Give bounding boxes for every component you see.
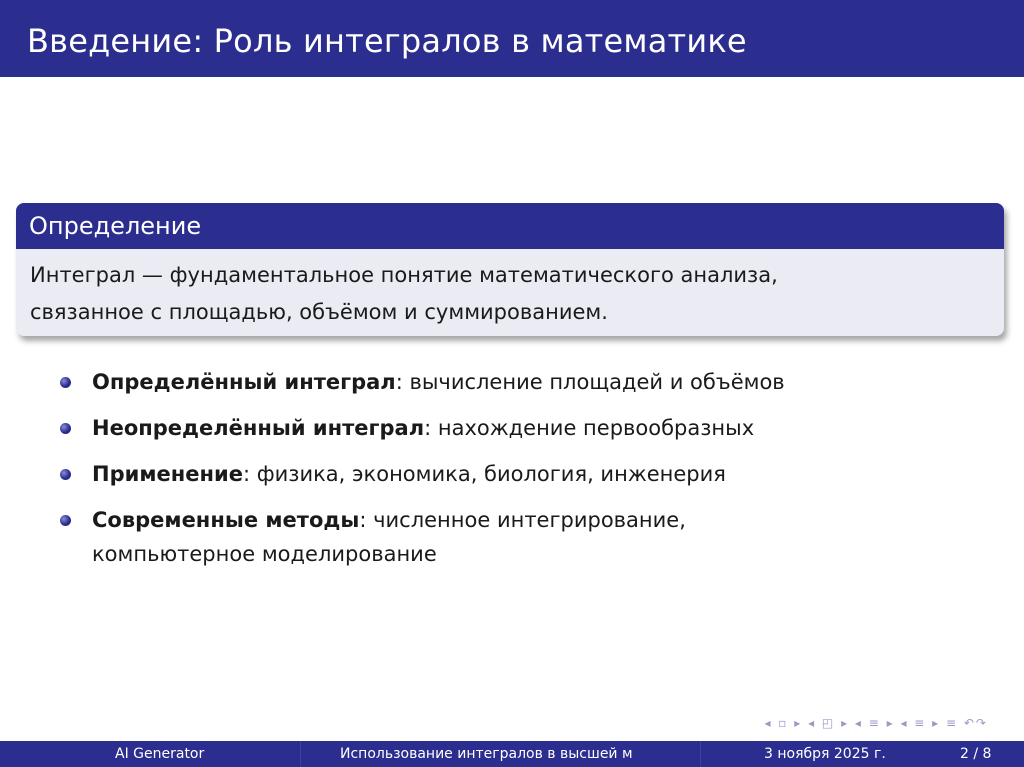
footer-divider <box>300 741 301 767</box>
bullet-icon <box>60 515 71 526</box>
item-text: : нахождение первообразных <box>424 416 755 440</box>
list-item <box>60 411 980 445</box>
footer-bar <box>0 741 1024 767</box>
footer-date: 3 ноября 2025 г. <box>764 746 886 762</box>
item-text-continued: компьютерное моделирование <box>92 542 437 566</box>
item-text: : физика, экономика, биология, инженерия <box>242 462 726 486</box>
bullet-icon <box>60 469 71 480</box>
item-term: Неопределённый интеграл <box>92 416 425 440</box>
footer-page-number: 2 / 8 <box>960 746 992 762</box>
footer-divider <box>700 741 701 767</box>
block-title: Определение <box>29 212 202 240</box>
frame-title: Введение: Роль интегралов в математике <box>27 22 747 60</box>
list-item <box>60 365 980 399</box>
list-item <box>60 457 980 491</box>
list-item <box>60 503 980 571</box>
item-term: Определённый интеграл <box>92 370 396 394</box>
definition-block <box>16 203 1004 336</box>
block-title-bar <box>16 203 1004 249</box>
bullet-icon <box>60 423 71 434</box>
item-term: Применение <box>92 462 243 486</box>
block-body <box>16 249 1004 331</box>
frame-title-bar <box>0 0 1024 77</box>
bullet-icon <box>60 377 71 388</box>
item-text: : вычисление площадей и объёмов <box>395 370 785 394</box>
footer-author: AI Generator <box>115 746 205 762</box>
item-text: : численное интегрирование, <box>359 508 686 532</box>
navigation-symbols[interactable]: ◂ ▫ ▸ ◂ ◰ ▸ ◂ ≡ ▸ ◂ ≡ ▸ ≡ ↶↷ <box>764 716 988 730</box>
block-text-line-2: связанное с площадью, объёмом и суммированием. <box>30 300 608 324</box>
item-term: Современные методы <box>92 508 360 532</box>
footer-title: Использование интегралов в высшей м <box>340 746 633 762</box>
block-text-line-1: Интеграл — фундаментальное понятие математического анализа, <box>30 263 778 287</box>
bullet-list <box>60 365 980 583</box>
